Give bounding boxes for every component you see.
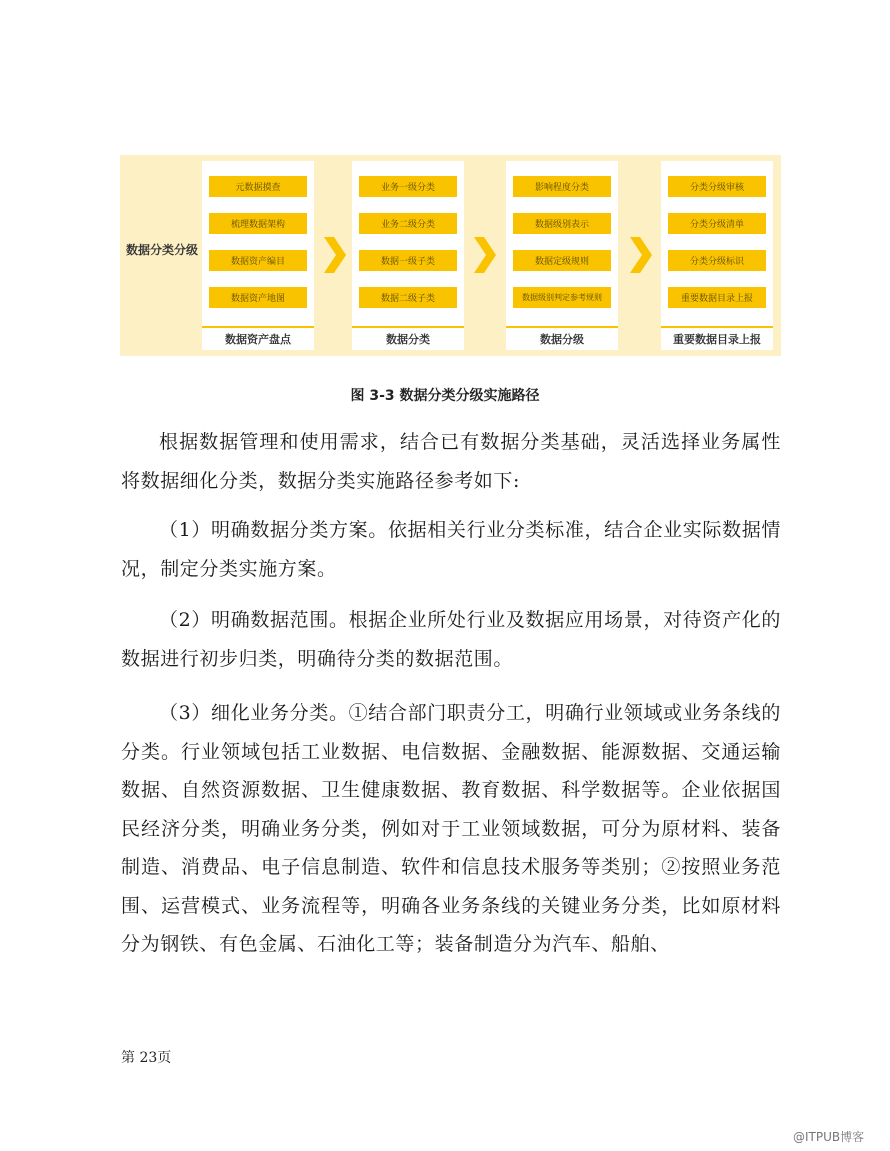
stage-title: 重要数据目录上报 bbox=[661, 326, 773, 350]
stage-item: 数据资产地图 bbox=[209, 287, 307, 308]
stage-asset-inventory bbox=[202, 161, 314, 350]
stage-item: 梳理数据架构 bbox=[209, 213, 307, 234]
chevron-right-icon bbox=[474, 237, 496, 273]
stage-data-classification bbox=[352, 161, 464, 350]
chevron-right-icon bbox=[324, 237, 346, 273]
stage-item: 数据定级规则 bbox=[513, 250, 611, 271]
stage-item: 分类分级清单 bbox=[668, 213, 766, 234]
stage-item: 影响程度分类 bbox=[513, 176, 611, 197]
stage-item: 数据二级子类 bbox=[359, 287, 457, 308]
stage-item: 元数据摸查 bbox=[209, 176, 307, 197]
diagram-left-label: 数据分类分级 bbox=[126, 243, 199, 257]
stage-item: 分类分级审核 bbox=[668, 176, 766, 197]
page-number: 第 23页 bbox=[121, 1050, 172, 1066]
chevron-right-icon bbox=[630, 237, 652, 273]
stage-item: 数据级别判定参考规则 bbox=[513, 287, 611, 308]
stage-item: 数据一级子类 bbox=[359, 250, 457, 271]
stage-item: 数据级别表示 bbox=[513, 213, 611, 234]
body-paragraph: （1）明确数据分类方案。依据相关行业分类标准，结合企业实际数据情况，制定分类实施方案。 bbox=[121, 519, 781, 580]
stage-item: 数据资产编目 bbox=[209, 250, 307, 271]
stage-data-grading bbox=[506, 161, 618, 350]
implementation-path-diagram bbox=[120, 155, 781, 356]
body-paragraph: （2）明确数据范围。根据企业所处行业及数据应用场景，对待资产化的数据进行初步归类，明确待分类的数据范围。 bbox=[121, 609, 781, 670]
stage-item: 重要数据目录上报 bbox=[668, 287, 766, 308]
watermark: @ITPUB博客 bbox=[793, 1130, 865, 1144]
body-paragraph: 根据数据管理和使用需求，结合已有数据分类基础，灵活选择业务属性将数据细化分类，数据分类实施路径参考如下: bbox=[121, 431, 781, 492]
stage-item: 分类分级标识 bbox=[668, 250, 766, 271]
figure-caption: 图 3-3 数据分类分级实施路径 bbox=[350, 388, 540, 404]
stage-important-data-catalog bbox=[661, 161, 773, 350]
body-paragraph: （3）细化业务分类。①结合部门职责分工，明确行业领域或业务条线的分类。行业领域包括工业数据、电信数据、金融数据、能源数据、交通运输数据、自然资源数据、卫生健康数据、教育数据、科学数据等。企业依据国民经济分类，明确业务分类，例如对于工业领域数据，可分为原材料、装备制造、消费品、电子信息制造、软件和信息技术服务等类别；②按照业务范围、运营模式、业务流程等，明确各业务条线的关键业务分类，比如原材料分为钢铁、有色金属、石油化工等；装备制造分为汽车、船舶、 bbox=[121, 702, 781, 955]
stage-item: 业务二级分类 bbox=[359, 213, 457, 234]
stage-title: 数据分类 bbox=[352, 326, 464, 350]
stage-title: 数据资产盘点 bbox=[202, 326, 314, 350]
stage-title: 数据分级 bbox=[506, 326, 618, 350]
stage-item: 业务一级分类 bbox=[359, 176, 457, 197]
